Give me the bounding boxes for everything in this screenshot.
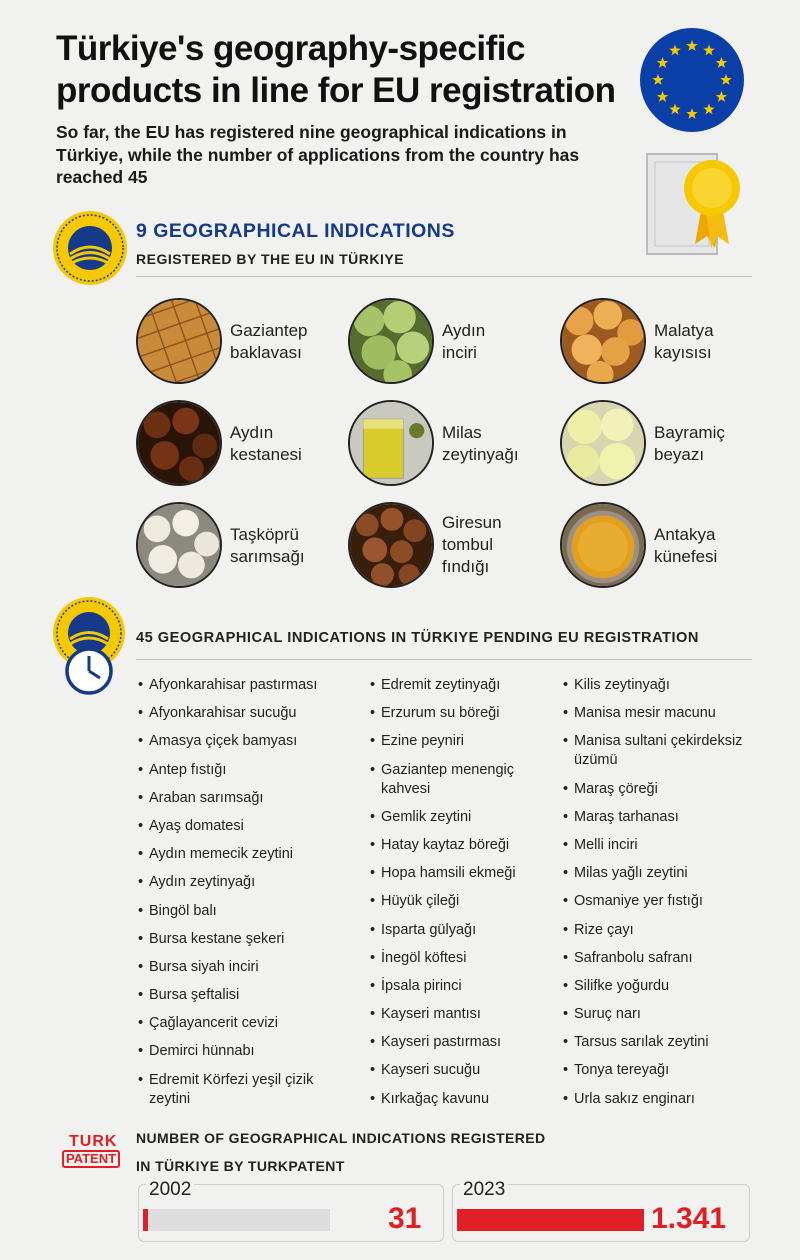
stat-bar-fill: [143, 1209, 148, 1231]
page-subtitle: So far, the EU has registered nine geographical indications in Türkiye, while the number of applications from the country has reached 45: [56, 122, 580, 187]
product-name: Giresun tombul fındığı: [442, 513, 502, 576]
eu-star-icon: [657, 91, 668, 102]
pending-list-item: • Afyonkarahisar pastırması: [138, 676, 338, 695]
pending-list-item: • Kilis zeytinyağı: [563, 676, 763, 695]
pending-list-item: • Gaziantep menengiç kahvesi: [370, 761, 555, 799]
product-name: Bayramiç beyazı: [654, 423, 725, 464]
pending-list-item: • Tarsus sarılak zeytini: [563, 1033, 763, 1052]
pending-list-item: • Hatay kaytaz böreği: [370, 836, 555, 855]
stat-bar-track: [457, 1209, 644, 1231]
pending-list-item: • Suruç narı: [563, 1005, 763, 1024]
pending-list-item: • Maraş tarhanası: [563, 808, 763, 827]
pending-list-item: • Çağlayancerit cevizi: [138, 1014, 338, 1033]
pending-list-col1: [138, 676, 338, 1118]
eu-star-icon: [652, 74, 663, 85]
stat-value: 1.341: [651, 1202, 727, 1235]
page-title: Türkiye's geography-specific products in line for EU registration: [56, 29, 616, 110]
eu-star-icon: [669, 45, 680, 56]
pending-list-item: • Aydın zeytinyağı: [138, 873, 338, 892]
divider: [136, 659, 752, 660]
chestnut-image: [136, 400, 222, 486]
pending-list-item: • Araban sarımsağı: [138, 789, 338, 808]
pending-list-item: • Safranbolu safranı: [563, 949, 763, 968]
pending-list-item: • Silifke yoğurdu: [563, 977, 763, 996]
stats-label: NUMBER OF GEOGRAPHICAL INDICATIONS REGISTERED IN TÜRKIYE BY TURKPATENT: [136, 1130, 546, 1174]
pending-list-item: • Melli inciri: [563, 836, 763, 855]
pending-list-item: • Bingöl balı: [138, 902, 338, 921]
hazelnut-image: [348, 502, 434, 588]
stat-bar-track: [143, 1209, 330, 1231]
pending-list-item: • Edremit zeytinyağı: [370, 676, 555, 695]
pending-list-item: • Rize çayı: [563, 921, 763, 940]
eu-star-icon: [720, 74, 731, 85]
pending-list-item: • Aydın memecik zeytini: [138, 845, 338, 864]
pending-list-item: • Urla sakız enginarı: [563, 1090, 763, 1109]
pending-list-item: • Bursa kestane şekeri: [138, 930, 338, 949]
product-name: Aydın kestanesi: [230, 423, 302, 464]
pending-list-item: • Manisa sultani çekirdeksiz üzümü: [563, 732, 763, 770]
pending-list-item: • Bursa şeftalisi: [138, 986, 338, 1005]
pending-list-item: • Kayseri sucuğu: [370, 1061, 555, 1080]
pending-list-item: • Hopa hamsili ekmeği: [370, 864, 555, 883]
pending-list-item: • Kayseri pastırması: [370, 1033, 555, 1052]
stat-year: 2023: [460, 1179, 508, 1201]
pending-list-item: • İnegöl köftesi: [370, 949, 555, 968]
pending-list-item: • Milas yağlı zeytini: [563, 864, 763, 883]
pending-list-item: • Demirci hünnabı: [138, 1042, 338, 1061]
product-name: Milas zeytinyağı: [442, 423, 519, 464]
pgi-seal-icon: [52, 210, 128, 286]
pending-list-item: • Kırkağaç kavunu: [370, 1090, 555, 1109]
product-name: Malatya kayısısı: [654, 321, 714, 362]
eu-star-icon: [703, 45, 714, 56]
pending-list-item: • Erzurum su böreği: [370, 704, 555, 723]
pending-list-item: • Ayaş domatesi: [138, 817, 338, 836]
pending-list-item: • Maraş çöreği: [563, 780, 763, 799]
pending-list-item: • Amasya çiçek bamyası: [138, 732, 338, 751]
eu-star-icon: [686, 40, 697, 51]
pending-list-item: • Afyonkarahisar sucuğu: [138, 704, 338, 723]
pending-list-col3: [563, 676, 763, 1118]
certificate-icon: [645, 152, 755, 256]
registered-heading: 9 GEOGRAPHICAL INDICATIONS: [136, 220, 455, 242]
pending-list-item: • Antep fıstığı: [138, 761, 338, 780]
product-name: Gaziantep baklavası: [230, 321, 308, 362]
pending-list-item: • Isparta gülyağı: [370, 921, 555, 940]
fig-image: [348, 298, 434, 384]
pgi-seal-clock-icon: [52, 596, 126, 696]
turkpatent-logo: TURK PATENT: [62, 1134, 126, 1170]
pending-heading: 45 GEOGRAPHICAL INDICATIONS IN TÜRKIYE PENDING EU REGISTRATION: [136, 630, 699, 646]
pending-list-item: • Osmaniye yer fıstığı: [563, 892, 763, 911]
eu-flag-icon: [640, 28, 744, 132]
eu-star-icon: [686, 108, 697, 119]
pending-list-item: • Manisa mesir macunu: [563, 704, 763, 723]
eu-star-icon: [716, 57, 727, 68]
eu-star-icon: [657, 57, 668, 68]
stat-year: 2002: [146, 1179, 194, 1201]
pending-list-item: • Edremit Körfezi yeşil çizik zeytini: [138, 1071, 338, 1109]
apricot-image: [560, 298, 646, 384]
olive-oil-image: [348, 400, 434, 486]
registered-subheading: REGISTERED BY THE EU IN TÜRKIYE: [136, 251, 405, 267]
garlic-image: [136, 502, 222, 588]
pending-list-item: • Bursa siyah inciri: [138, 958, 338, 977]
divider: [136, 276, 752, 277]
eu-star-icon: [716, 91, 727, 102]
product-name: Aydın inciri: [442, 321, 486, 362]
peach-image: [560, 400, 646, 486]
product-name: Taşköprü sarımsağı: [230, 525, 305, 566]
pending-list-item: • Tonya tereyağı: [563, 1061, 763, 1080]
product-name: Antakya künefesi: [654, 525, 718, 566]
pending-list-col2: [370, 676, 555, 1118]
baklava-image: [136, 298, 222, 384]
products-grid: [136, 298, 796, 588]
pending-list-item: • Kayseri mantısı: [370, 1005, 555, 1024]
eu-star-icon: [703, 103, 714, 114]
pending-list-item: • İpsala pirinci: [370, 977, 555, 996]
eu-star-icon: [669, 103, 680, 114]
pending-list-item: • Hüyük çileği: [370, 892, 555, 911]
pending-list-item: • Gemlik zeytini: [370, 808, 555, 827]
stat-value: 31: [388, 1202, 422, 1235]
pending-list-item: • Ezine peyniri: [370, 732, 555, 751]
stat-bar-fill: [457, 1209, 644, 1231]
kunefe-image: [560, 502, 646, 588]
